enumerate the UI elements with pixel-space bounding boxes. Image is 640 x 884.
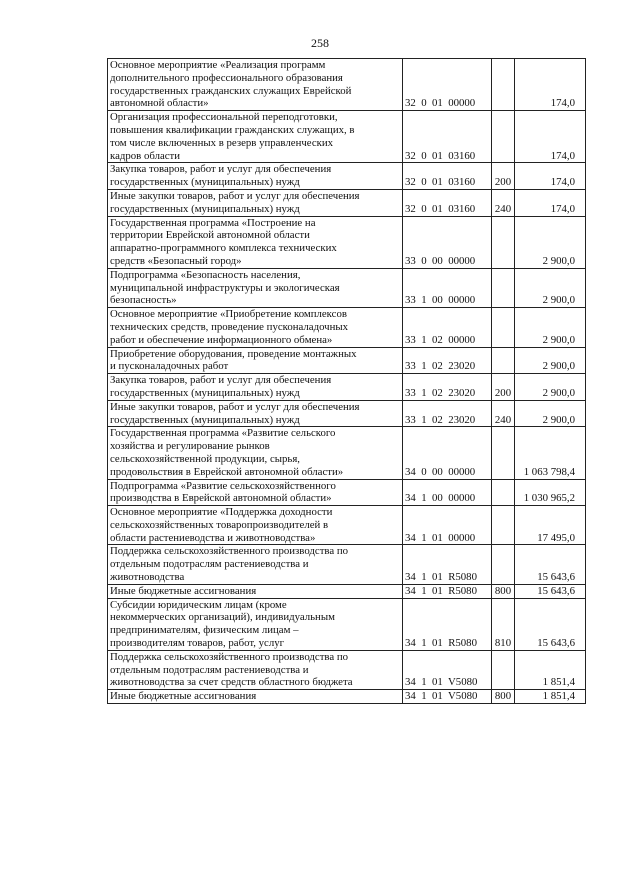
- table-row: [108, 650, 586, 689]
- page-number: 258: [311, 36, 329, 50]
- row-name-line: предпринимателям, физическим лицам –: [110, 624, 299, 637]
- row-code: 33 1 02 23020: [403, 374, 492, 401]
- row-code: 34 0 00 00000: [403, 427, 492, 479]
- row-expense-type: [492, 59, 515, 111]
- row-name-line: Основное мероприятие «Поддержка доходности: [110, 506, 333, 519]
- row-expense-type: [492, 479, 515, 506]
- row-name: [108, 427, 403, 479]
- row-expense-type: 800: [492, 690, 515, 704]
- row-code: 32 0 01 03160: [403, 163, 492, 190]
- row-sum: 2 900,0: [515, 308, 586, 347]
- row-name: [108, 650, 403, 689]
- row-code: 34 1 01 V5080: [403, 650, 492, 689]
- row-name-line: Иные закупки товаров, работ и услуг для обеспечения: [110, 189, 360, 202]
- row-name: [108, 216, 403, 268]
- row-name-line: аппаратно-программного комплекса технических: [110, 242, 337, 255]
- row-name-line: некоммерческих организаций), индивидуальным: [110, 611, 335, 624]
- row-code: 34 1 01 R5080: [403, 598, 492, 650]
- row-name: [108, 400, 403, 427]
- row-name-line: повышения квалификации гражданских служащих, в: [110, 123, 355, 136]
- row-sum: 2 900,0: [515, 374, 586, 401]
- row-name-line: государственных (муниципальных) нужд: [110, 202, 300, 215]
- row-name-line: Иные закупки товаров, работ и услуг для обеспечения: [110, 400, 360, 413]
- row-name-line: государственных гражданских служащих Еврейской: [110, 84, 352, 97]
- table-row: [108, 347, 586, 374]
- row-expense-type: 800: [492, 584, 515, 598]
- table-row: [108, 427, 586, 479]
- row-name-line: Субсидии юридическим лицам (кроме: [110, 598, 287, 611]
- row-code: 33 1 02 23020: [403, 400, 492, 427]
- row-sum: 15 643,6: [515, 545, 586, 584]
- row-name: [108, 308, 403, 347]
- table-row: [108, 545, 586, 584]
- table-row: [108, 189, 586, 216]
- row-name-line: Иные бюджетные ассигнования: [110, 690, 257, 703]
- row-name-line: дополнительного профессионального образования: [110, 71, 343, 84]
- row-name-line: области растениеводства и животноводства»: [110, 531, 316, 544]
- table-row: [108, 216, 586, 268]
- table-row: [108, 308, 586, 347]
- row-name-line: и пусконаладочных работ: [110, 360, 229, 373]
- table-row: [108, 506, 586, 545]
- row-expense-type: 200: [492, 163, 515, 190]
- row-name-line: отдельным подотраслям растениеводства и: [110, 663, 309, 676]
- row-sum: 174,0: [515, 189, 586, 216]
- row-name-line: сельскохозяйственной продукции, сырья,: [110, 452, 300, 465]
- row-sum: 1 851,4: [515, 690, 586, 704]
- row-expense-type: [492, 216, 515, 268]
- row-code: 34 1 01 V5080: [403, 690, 492, 704]
- row-name-line: производства в Еврейской автономной области»: [110, 492, 332, 505]
- row-name: [108, 506, 403, 545]
- row-name: [108, 189, 403, 216]
- row-name-line: Основное мероприятие «Приобретение комплексов: [110, 308, 347, 321]
- row-name-line: том числе включенных в резерв управленческих: [110, 136, 334, 149]
- row-expense-type: 240: [492, 189, 515, 216]
- row-name-line: государственных (муниципальных) нужд: [110, 413, 300, 426]
- row-code: 34 1 01 R5080: [403, 584, 492, 598]
- table-row: [108, 400, 586, 427]
- row-name-line: государственных (муниципальных) нужд: [110, 176, 300, 189]
- row-name-line: муниципальной инфраструктуры и экологическая: [110, 281, 340, 294]
- row-code: 32 0 01 03160: [403, 111, 492, 163]
- row-name-line: Приобретение оборудования, проведение монтажных: [110, 347, 357, 360]
- row-name-line: животноводства: [110, 571, 185, 584]
- row-sum: 2 900,0: [515, 400, 586, 427]
- row-code: 34 1 01 00000: [403, 506, 492, 545]
- row-name-line: Поддержка сельскохозяйственного производства по: [110, 650, 349, 663]
- row-name-line: Иные бюджетные ассигнования: [110, 584, 257, 597]
- row-expense-type: [492, 111, 515, 163]
- budget-table: [107, 58, 586, 704]
- row-name: [108, 374, 403, 401]
- row-sum: 15 643,6: [515, 584, 586, 598]
- table-row: [108, 598, 586, 650]
- row-name: [108, 163, 403, 190]
- row-expense-type: [492, 268, 515, 307]
- table-row: [108, 479, 586, 506]
- row-name-line: технических средств, проведение пусконаладочных: [110, 320, 349, 333]
- row-name-line: Закупка товаров, работ и услуг для обеспечения: [110, 374, 332, 387]
- row-sum: 2 900,0: [515, 347, 586, 374]
- table-row: [108, 111, 586, 163]
- row-code: 34 1 01 R5080: [403, 545, 492, 584]
- row-name-line: Государственная программа «Построение на: [110, 216, 316, 229]
- table-row: [108, 268, 586, 307]
- table-row: [108, 59, 586, 111]
- row-name-line: автономной области»: [110, 97, 209, 110]
- row-expense-type: 810: [492, 598, 515, 650]
- row-name-line: территории Еврейской автономной области: [110, 229, 310, 242]
- row-name: [108, 545, 403, 584]
- row-name: [108, 347, 403, 374]
- table-body: [108, 59, 586, 704]
- row-expense-type: [492, 427, 515, 479]
- row-code: 34 1 00 00000: [403, 479, 492, 506]
- row-sum: 174,0: [515, 163, 586, 190]
- row-name-line: производителям товаров, работ, услуг: [110, 637, 285, 650]
- row-name-line: Подпрограмма «Развитие сельскохозяйственного: [110, 479, 336, 492]
- row-code: 33 1 02 00000: [403, 308, 492, 347]
- row-sum: 174,0: [515, 59, 586, 111]
- row-name-line: отдельным подотраслям растениеводства и: [110, 558, 309, 571]
- row-name-line: кадров области: [110, 149, 181, 162]
- row-name: [108, 479, 403, 506]
- row-code: 33 1 02 23020: [403, 347, 492, 374]
- row-name-line: Государственная программа «Развитие сельского: [110, 427, 336, 440]
- row-expense-type: 240: [492, 400, 515, 427]
- row-code: 32 0 01 03160: [403, 189, 492, 216]
- row-sum: 1 851,4: [515, 650, 586, 689]
- row-sum: 1 063 798,4: [515, 427, 586, 479]
- row-sum: 2 900,0: [515, 216, 586, 268]
- row-name-line: животноводства за счет средств областного бюджета: [110, 676, 353, 689]
- row-name-line: хозяйства и регулирование рынков: [110, 440, 270, 453]
- row-name: [108, 111, 403, 163]
- row-sum: 15 643,6: [515, 598, 586, 650]
- row-name-line: Подпрограмма «Безопасность населения,: [110, 268, 301, 281]
- row-expense-type: [492, 506, 515, 545]
- row-name-line: Закупка товаров, работ и услуг для обеспечения: [110, 163, 332, 176]
- row-expense-type: [492, 308, 515, 347]
- row-name: [108, 59, 403, 111]
- row-name-line: Поддержка сельскохозяйственного производства по: [110, 545, 349, 558]
- row-name-line: сельскохозяйственных товаропроизводителей в: [110, 518, 329, 531]
- row-code: 33 1 00 00000: [403, 268, 492, 307]
- row-expense-type: 200: [492, 374, 515, 401]
- table-row: [108, 584, 586, 598]
- row-sum: 2 900,0: [515, 268, 586, 307]
- row-sum: 174,0: [515, 111, 586, 163]
- row-expense-type: [492, 650, 515, 689]
- row-sum: 17 495,0: [515, 506, 586, 545]
- row-name-line: Организация профессиональной переподготовки,: [110, 111, 338, 124]
- row-code: 32 0 01 00000: [403, 59, 492, 111]
- row-name-line: работ и обеспечение информационного обмена»: [110, 333, 333, 346]
- row-name-line: государственных (муниципальных) нужд: [110, 386, 300, 399]
- row-code: 33 0 00 00000: [403, 216, 492, 268]
- row-sum: 1 030 965,2: [515, 479, 586, 506]
- row-expense-type: [492, 545, 515, 584]
- row-name: [108, 584, 403, 598]
- table-row: [108, 374, 586, 401]
- row-name: [108, 268, 403, 307]
- row-name: [108, 598, 403, 650]
- row-name-line: безопасность»: [110, 294, 177, 307]
- table-row: [108, 163, 586, 190]
- row-name-line: продовольствия в Еврейской автономной области»: [110, 465, 344, 478]
- row-name-line: средств «Безопасный город»: [110, 254, 242, 267]
- table-row: [108, 690, 586, 704]
- row-name: [108, 690, 403, 704]
- row-name-line: Основное мероприятие «Реализация программ: [110, 59, 326, 71]
- row-expense-type: [492, 347, 515, 374]
